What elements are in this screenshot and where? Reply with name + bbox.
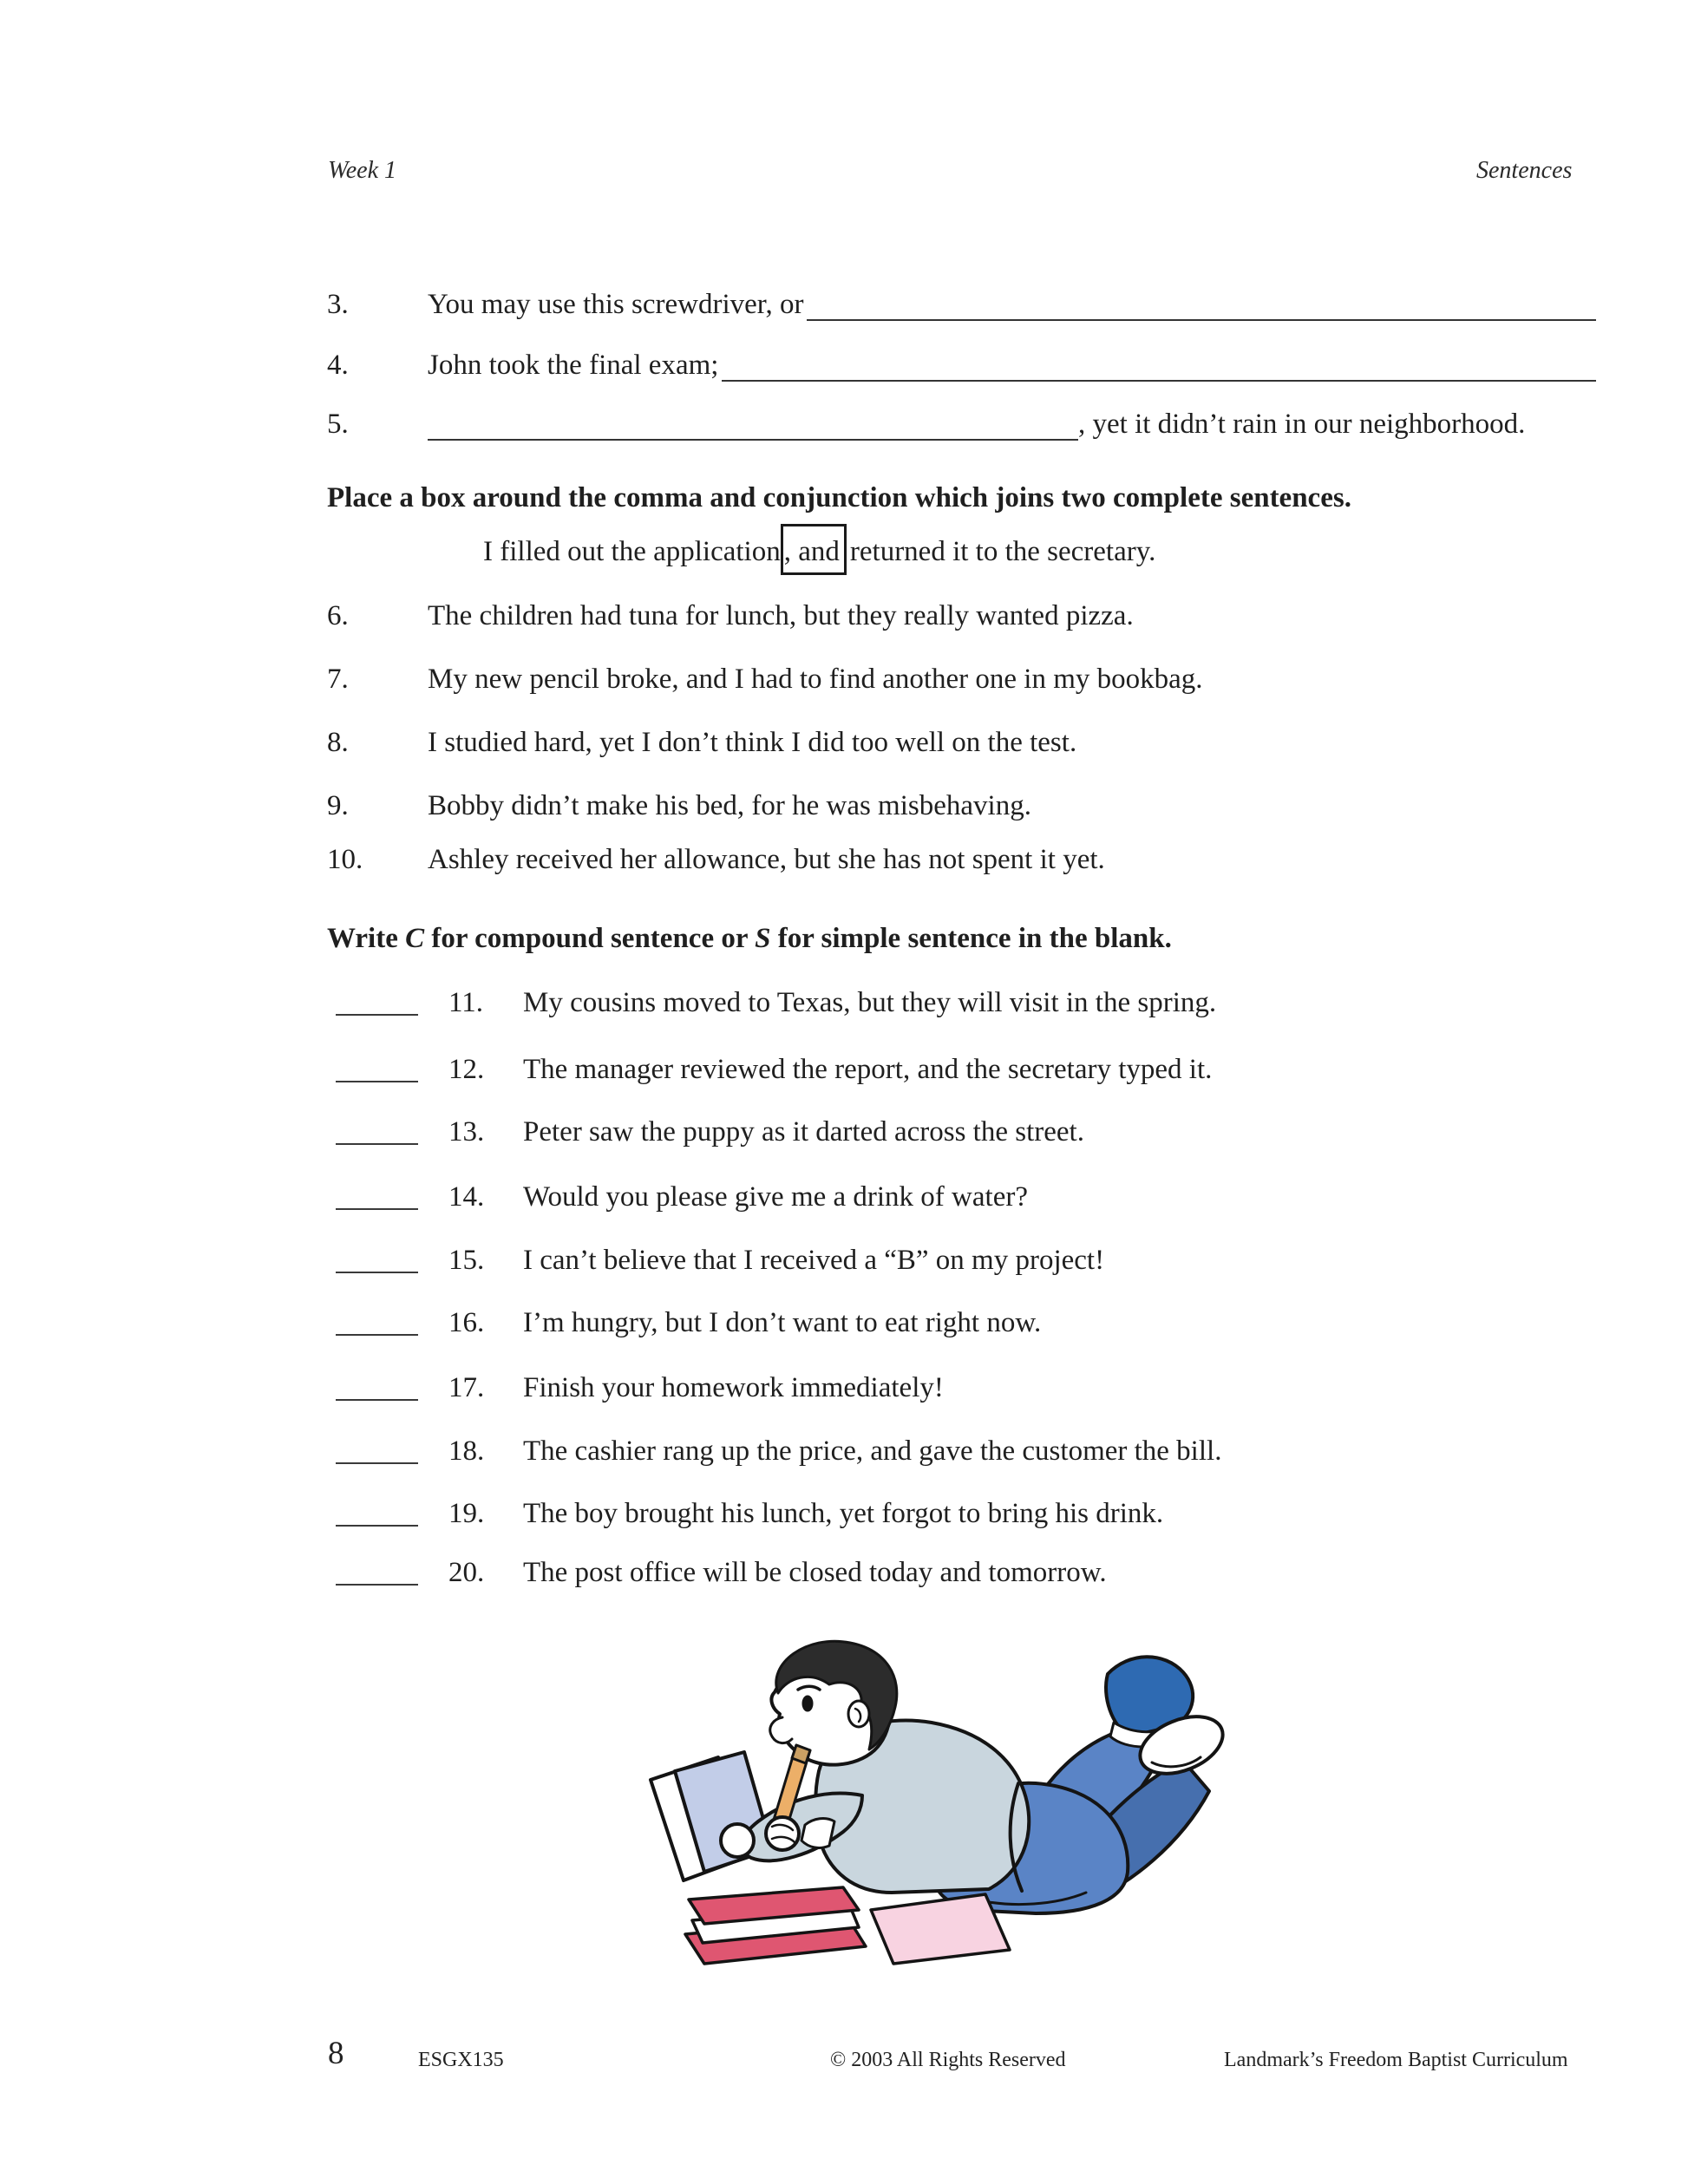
item-number: 9. [327, 790, 349, 821]
fill-in-item-3 [327, 287, 1596, 323]
cartoon-writing-hand [766, 1817, 799, 1850]
header-topic-label: Sentences [1476, 157, 1573, 184]
sentence-item-8 [327, 725, 1596, 761]
item-number: 3. [327, 289, 349, 320]
answer-blank [336, 985, 418, 1016]
item-text: Finish your homework immediately! [523, 1372, 944, 1403]
cartoon-ear [848, 1701, 869, 1727]
item-text: The boy brought his lunch, yet forgot to bring his drink. [523, 1498, 1164, 1529]
sentence-item-9 [327, 788, 1596, 824]
item-number: 5. [327, 409, 349, 440]
item-text: My cousins moved to Texas, but they will visit in the spring. [523, 987, 1217, 1018]
answer-blank [336, 1243, 418, 1273]
boxed-conjunction: , and [781, 524, 847, 575]
item-text: John took the final exam; [428, 350, 719, 381]
cs-item-17 [327, 1370, 1596, 1406]
header-week-label: Week 1 [328, 157, 397, 184]
cartoon-cuff [801, 1819, 834, 1848]
item-text: I can’t believe that I received a “B” on my project! [523, 1245, 1105, 1276]
item-number: 18. [448, 1435, 485, 1467]
sentence-item-6 [327, 598, 1596, 634]
item-text: Would you please give me a drink of water? [523, 1181, 1028, 1213]
cs-item-16 [327, 1305, 1596, 1341]
footer-course-code: ESGX135 [418, 2049, 504, 2071]
instruction-letter-c: C [405, 923, 425, 954]
item-number: 12. [448, 1054, 485, 1085]
item-text: , yet it didn’t rain in our neighborhood. [1078, 409, 1526, 440]
answer-blank [336, 1496, 418, 1527]
answer-blank [722, 348, 1596, 382]
item-number: 10. [327, 844, 363, 875]
item-text: Ashley received her allowance, but she has not spent it yet. [428, 844, 1105, 875]
cartoon-hand [721, 1824, 754, 1857]
sentence-item-7 [327, 662, 1596, 697]
footer-publisher: Landmark’s Freedom Baptist Curriculum [1224, 2049, 1568, 2071]
item-text: The children had tuna for lunch, but they really wanted pizza. [428, 600, 1134, 631]
instruction-heading-write [327, 920, 1172, 957]
cs-item-12 [327, 1052, 1596, 1088]
item-text: Peter saw the puppy as it darted across the street. [523, 1116, 1084, 1148]
item-number: 15. [448, 1245, 485, 1276]
item-number: 8. [327, 727, 349, 758]
cs-item-15 [327, 1243, 1596, 1278]
footer-copyright: © 2003 All Rights Reserved [830, 2049, 1066, 2071]
answer-blank [336, 1305, 418, 1336]
item-number: 14. [448, 1181, 485, 1213]
example-post: returned it to the secretary. [849, 536, 1156, 567]
item-number: 16. [448, 1307, 485, 1338]
cs-item-11 [327, 985, 1596, 1021]
answer-blank [336, 1180, 418, 1210]
instruction-heading-box: Place a box around the comma and conjunction which joins two complete sentences. [327, 482, 1351, 513]
example-pre: I filled out the application [483, 536, 781, 567]
instruction-part: for compound sentence or [424, 923, 756, 954]
item-text: The manager reviewed the report, and the secretary typed it. [523, 1054, 1213, 1085]
fill-in-item-4 [327, 348, 1596, 383]
item-number: 4. [327, 350, 349, 381]
answer-blank [336, 1370, 418, 1401]
item-text: I’m hungry, but I don’t want to eat right now. [523, 1307, 1042, 1338]
item-text: The cashier rang up the price, and gave the customer the bill. [523, 1435, 1222, 1467]
item-number: 17. [448, 1372, 485, 1403]
cs-item-14 [327, 1180, 1596, 1215]
item-number: 20. [448, 1557, 485, 1588]
item-number: 13. [448, 1116, 485, 1148]
cs-item-18 [327, 1434, 1596, 1469]
fill-in-item-5 [327, 407, 1544, 442]
item-text: My new pencil broke, and I had to find another one in my bookbag. [428, 664, 1203, 695]
cs-item-19 [327, 1496, 1596, 1532]
item-text: I studied hard, yet I don’t think I did too well on the test. [428, 727, 1077, 758]
item-text: You may use this screwdriver, or [428, 289, 804, 320]
instruction-letter-s: S [755, 923, 771, 954]
cartoon-pink-paper [871, 1894, 1010, 1964]
answer-blank [807, 287, 1596, 321]
answer-blank [336, 1115, 418, 1145]
cs-item-13 [327, 1115, 1596, 1150]
item-text: The post office will be closed today and tomorrow. [523, 1557, 1107, 1588]
answer-blank [336, 1052, 418, 1082]
answer-blank [336, 1555, 418, 1586]
cartoon-eye [802, 1696, 814, 1712]
answer-blank [428, 407, 1078, 441]
cs-item-20 [327, 1555, 1596, 1591]
example-sentence [483, 534, 1155, 570]
item-text: Bobby didn’t make his bed, for he was misbehaving. [428, 790, 1031, 821]
item-number: 11. [448, 987, 484, 1018]
item-number: 7. [327, 664, 349, 695]
page-number: 8 [328, 2036, 344, 2071]
boy-writing-cartoon-illustration [635, 1639, 1225, 1969]
answer-blank [336, 1434, 418, 1464]
instruction-part: Write [327, 923, 406, 954]
item-number: 6. [327, 600, 349, 631]
sentence-item-10 [327, 842, 1596, 878]
instruction-part: for simple sentence in the blank. [770, 923, 1172, 954]
item-number: 19. [448, 1498, 485, 1529]
